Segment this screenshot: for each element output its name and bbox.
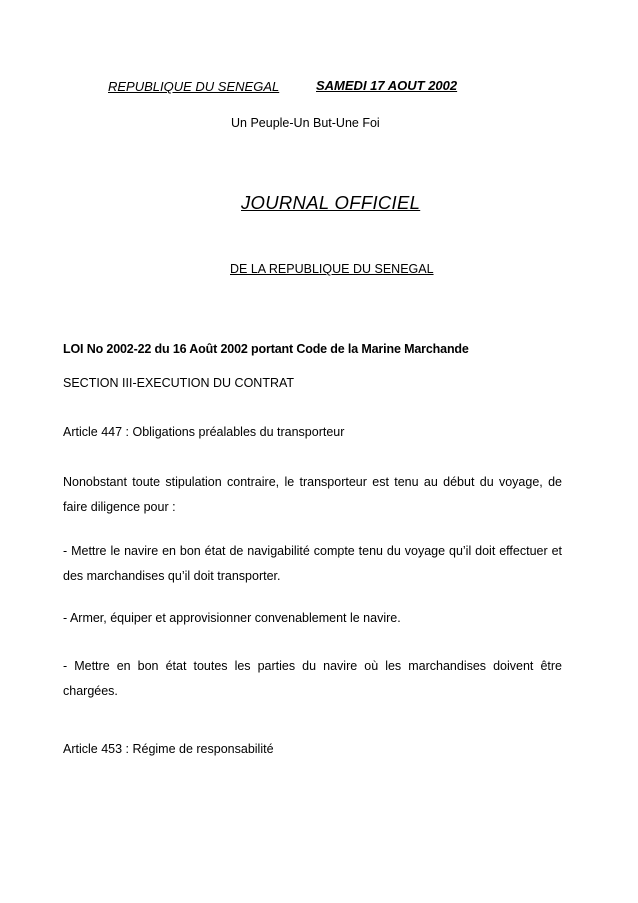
article-447-item-2: - Armer, équiper et approvisionner convenablement le navire. <box>63 611 401 625</box>
law-title: LOI No 2002-22 du 16 Août 2002 portant Code de la Marine Marchande <box>63 342 469 356</box>
journal-subtitle: DE LA REPUBLIQUE DU SENEGAL <box>230 262 434 276</box>
header-date: SAMEDI 17 AOUT 2002 <box>316 78 458 93</box>
national-motto: Un Peuple-Un But-Une Foi <box>231 116 380 130</box>
article-453-heading: Article 453 : Régime de responsabilité <box>63 742 274 756</box>
article-447-intro: Nonobstant toute stipulation contraire, le transporteur est tenu au début du voyage, de faire diligence pour : <box>63 475 562 514</box>
article-447-item-3: - Mettre en bon état toutes les parties du navire où les marchandises doivent être chargées. <box>63 659 562 698</box>
header-country: REPUBLIQUE DU SENEGAL <box>108 79 280 94</box>
section-heading: SECTION III-EXECUTION DU CONTRAT <box>63 376 295 390</box>
journal-title: JOURNAL OFFICIEL <box>241 192 421 213</box>
article-447-heading: Article 447 : Obligations préalables du transporteur <box>63 425 345 439</box>
article-447-item-1: - Mettre le navire en bon état de navigabilité compte tenu du voyage qu’il doit effectuer et des marchandises qu’il doit transporter. <box>63 544 562 583</box>
